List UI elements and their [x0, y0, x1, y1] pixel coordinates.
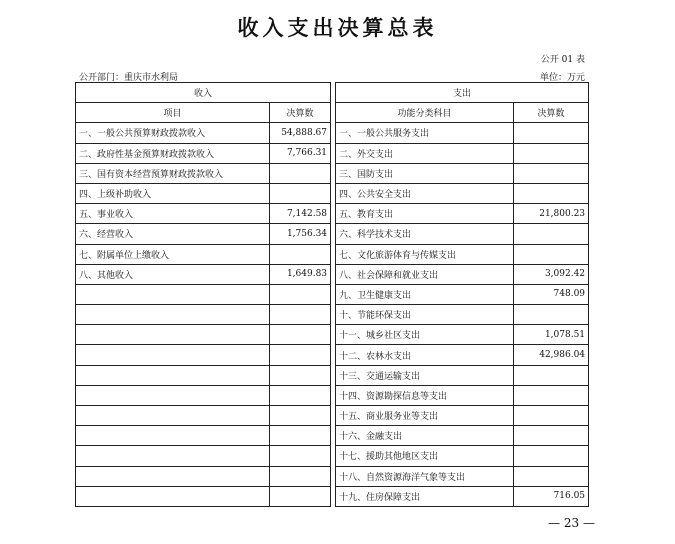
- header-row-sub: [76, 103, 589, 123]
- income-amount-cell: [270, 163, 331, 183]
- expense-amount-cell: 21,800.23: [514, 204, 589, 224]
- income-item-cell: 四、上级补助收入: [76, 183, 270, 203]
- table-row: [76, 284, 589, 304]
- expense-amount-cell: 1,078.51: [514, 325, 589, 345]
- table-row: [76, 446, 589, 466]
- income-item-cell: [76, 365, 270, 385]
- amount2-header: 决算数: [514, 103, 589, 123]
- table-row: [76, 406, 589, 426]
- table-row: [76, 365, 589, 385]
- income-item-cell: [76, 426, 270, 446]
- income-item-cell: [76, 305, 270, 325]
- income-item-cell: 五、事业收入: [76, 204, 270, 224]
- expense-amount-cell: [514, 305, 589, 325]
- expense-amount-cell: 42,986.04: [514, 345, 589, 365]
- expense-item-cell: 十四、资源勘探信息等支出: [336, 385, 514, 405]
- income-amount-cell: [270, 426, 331, 446]
- income-item-cell: [76, 466, 270, 486]
- expense-item-cell: 四、公共安全支出: [336, 183, 514, 203]
- table-row: [76, 163, 589, 183]
- expense-header: 支出: [336, 83, 589, 103]
- item-header: 项目: [76, 103, 270, 123]
- income-amount-cell: [270, 466, 331, 486]
- expense-amount-cell: 748.09: [514, 284, 589, 304]
- income-amount-cell: [270, 244, 331, 264]
- table-row: [76, 143, 589, 163]
- income-amount-cell: [270, 406, 331, 426]
- header-row-top: [76, 83, 589, 103]
- income-item-cell: 三、国有资本经营预算财政拨款收入: [76, 163, 270, 183]
- expense-amount-cell: 3,092.42: [514, 264, 589, 284]
- income-item-cell: [76, 345, 270, 365]
- expense-item-cell: 十、节能环保支出: [336, 305, 514, 325]
- income-item-cell: 六、经营收入: [76, 224, 270, 244]
- expense-amount-cell: [514, 244, 589, 264]
- table-row: [76, 345, 589, 365]
- expense-item-cell: 七、文化旅游体育与传媒支出: [336, 244, 514, 264]
- income-item-cell: 二、政府性基金预算财政拨款收入: [76, 143, 270, 163]
- income-amount-cell: [270, 446, 331, 466]
- income-amount-cell: 7,766.31: [270, 143, 331, 163]
- expense-amount-cell: [514, 446, 589, 466]
- page-title: 收入支出决算总表: [237, 16, 438, 40]
- table-code: 公开 01 表: [540, 55, 585, 65]
- income-amount-cell: [270, 325, 331, 345]
- expense-item-cell: 二、外交支出: [336, 143, 514, 163]
- income-amount-cell: [270, 365, 331, 385]
- amount-header: 决算数: [270, 103, 331, 123]
- expense-amount-cell: [514, 466, 589, 486]
- table-row: [76, 325, 589, 345]
- expense-amount-cell: [514, 426, 589, 446]
- expense-item-cell: 六、科学技术支出: [336, 224, 514, 244]
- expense-item-cell: 一、一般公共服务支出: [336, 123, 514, 143]
- income-header: 收入: [76, 83, 331, 103]
- expense-item-cell: 十八、自然资源海洋气象等支出: [336, 466, 514, 486]
- income-item-cell: [76, 325, 270, 345]
- expense-amount-cell: 716.05: [514, 486, 589, 506]
- table-row: [76, 305, 589, 325]
- income-item-cell: 八、其他收入: [76, 264, 270, 284]
- income-amount-cell: 54,888.67: [270, 123, 331, 143]
- expense-amount-cell: [514, 143, 589, 163]
- expense-amount-cell: [514, 183, 589, 203]
- income-amount-cell: 7,142.58: [270, 204, 331, 224]
- income-amount-cell: [270, 284, 331, 304]
- income-amount-cell: [270, 183, 331, 203]
- table-row: [76, 486, 589, 506]
- table-row: [76, 204, 589, 224]
- expense-item-cell: 十三、交通运输支出: [336, 365, 514, 385]
- expense-amount-cell: [514, 406, 589, 426]
- expense-item-cell: 十二、农林水支出: [336, 345, 514, 365]
- income-item-cell: 一、一般公共预算财政拨款收入: [76, 123, 270, 143]
- department-label: 公开部门：重庆市水利局: [79, 73, 179, 83]
- table-row: [76, 385, 589, 405]
- func-subject-header: 功能分类科目: [336, 103, 514, 123]
- page-number: — 23 —: [548, 516, 595, 530]
- income-amount-cell: [270, 305, 331, 325]
- table-row: [76, 264, 589, 284]
- summary-table: [75, 82, 589, 507]
- expense-amount-cell: [514, 163, 589, 183]
- expense-item-cell: 十六、金融支出: [336, 426, 514, 446]
- expense-amount-cell: [514, 365, 589, 385]
- income-amount-cell: [270, 345, 331, 365]
- expense-amount-cell: [514, 385, 589, 405]
- income-item-cell: [76, 284, 270, 304]
- unit-label: 单位：万元: [539, 73, 585, 83]
- expense-amount-cell: [514, 224, 589, 244]
- income-item-cell: [76, 446, 270, 466]
- table-row: [76, 466, 589, 486]
- income-item-cell: [76, 385, 270, 405]
- expense-amount-cell: [514, 123, 589, 143]
- expense-item-cell: 八、社会保障和就业支出: [336, 264, 514, 284]
- income-item-cell: [76, 406, 270, 426]
- expense-item-cell: 十七、援助其他地区支出: [336, 446, 514, 466]
- expense-item-cell: 十九、住房保障支出: [336, 486, 514, 506]
- income-item-cell: 七、附属单位上缴收入: [76, 244, 270, 264]
- table-row: [76, 244, 589, 264]
- expense-item-cell: 五、教育支出: [336, 204, 514, 224]
- table-row: [76, 224, 589, 244]
- expense-item-cell: 九、卫生健康支出: [336, 284, 514, 304]
- expense-item-cell: 十一、城乡社区支出: [336, 325, 514, 345]
- table-row: [76, 183, 589, 203]
- income-amount-cell: [270, 486, 331, 506]
- income-item-cell: [76, 486, 270, 506]
- table-row: [76, 123, 589, 143]
- expense-item-cell: 十五、商业服务业等支出: [336, 406, 514, 426]
- income-amount-cell: 1,756.34: [270, 224, 331, 244]
- income-amount-cell: [270, 385, 331, 405]
- income-amount-cell: 1,649.83: [270, 264, 331, 284]
- table-row: [76, 426, 589, 446]
- expense-item-cell: 三、国防支出: [336, 163, 514, 183]
